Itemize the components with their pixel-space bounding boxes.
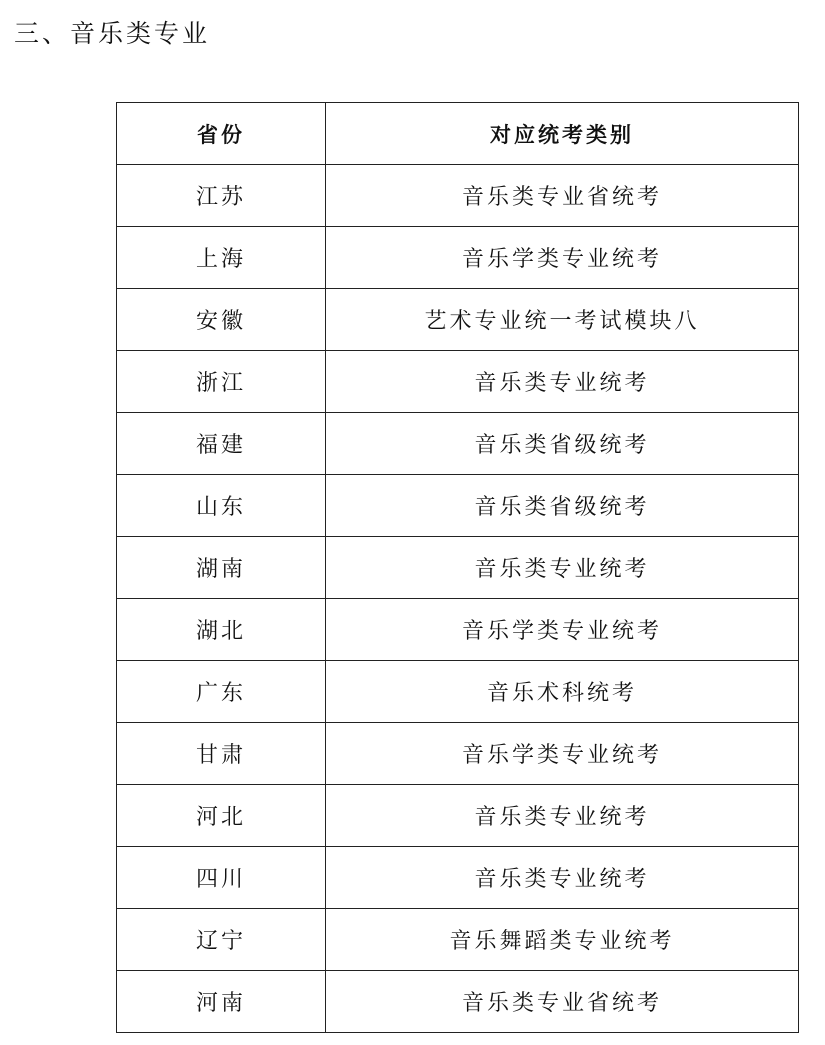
table-row	[117, 909, 799, 971]
province-cell: 山东	[117, 475, 326, 537]
table-row	[117, 227, 799, 289]
table-row	[117, 661, 799, 723]
province-cell: 湖南	[117, 537, 326, 599]
table-row	[117, 289, 799, 351]
category-cell: 音乐类专业省统考	[326, 165, 799, 227]
province-cell: 四川	[117, 847, 326, 909]
category-cell: 音乐类专业统考	[326, 537, 799, 599]
category-cell: 音乐类专业统考	[326, 351, 799, 413]
section-heading: 三、音乐类专业	[14, 19, 211, 48]
table-row	[117, 785, 799, 847]
table-row	[117, 723, 799, 785]
province-cell: 湖北	[117, 599, 326, 661]
province-cell: 上海	[117, 227, 326, 289]
category-cell: 音乐类省级统考	[326, 413, 799, 475]
province-cell: 江苏	[117, 165, 326, 227]
category-cell: 音乐类专业省统考	[326, 971, 799, 1033]
exam-category-table	[116, 102, 799, 1033]
table-row	[117, 537, 799, 599]
table-row	[117, 847, 799, 909]
province-cell: 浙江	[117, 351, 326, 413]
table-row	[117, 971, 799, 1033]
table-row	[117, 599, 799, 661]
category-cell: 音乐舞蹈类专业统考	[326, 909, 799, 971]
province-cell: 辽宁	[117, 909, 326, 971]
category-cell: 音乐学类专业统考	[326, 723, 799, 785]
province-cell: 广东	[117, 661, 326, 723]
province-cell: 河南	[117, 971, 326, 1033]
category-cell: 音乐学类专业统考	[326, 599, 799, 661]
category-cell: 音乐类专业统考	[326, 785, 799, 847]
table-row	[117, 165, 799, 227]
category-cell: 音乐术科统考	[326, 661, 799, 723]
table-row	[117, 351, 799, 413]
header-category: 对应统考类别	[326, 103, 799, 165]
province-cell: 安徽	[117, 289, 326, 351]
province-cell: 河北	[117, 785, 326, 847]
category-cell: 音乐类省级统考	[326, 475, 799, 537]
table-row	[117, 413, 799, 475]
province-cell: 甘肃	[117, 723, 326, 785]
table-header-row	[117, 103, 799, 165]
table-row	[117, 475, 799, 537]
header-province: 省份	[117, 103, 326, 165]
category-cell: 艺术专业统一考试模块八	[326, 289, 799, 351]
province-cell: 福建	[117, 413, 326, 475]
category-cell: 音乐学类专业统考	[326, 227, 799, 289]
category-cell: 音乐类专业统考	[326, 847, 799, 909]
